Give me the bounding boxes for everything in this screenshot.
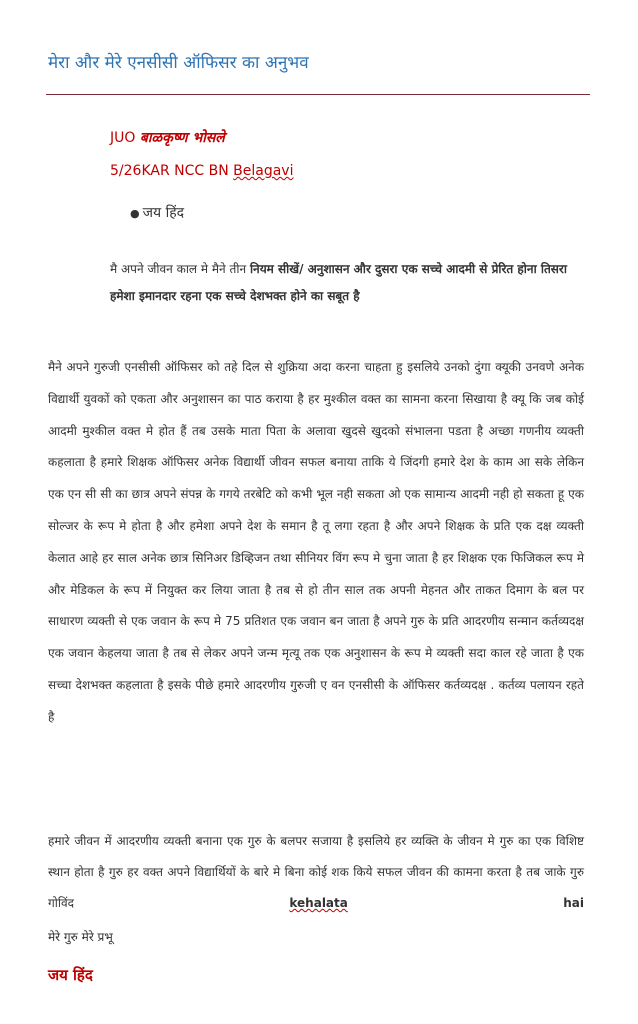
bullet-dot-icon: ● [130, 207, 140, 220]
paragraph-end-word: hai [563, 896, 584, 910]
unit-place: Belagavi [233, 163, 294, 179]
intro-plain-text: मै अपने जीवन काल मे मैने तीन [110, 262, 250, 276]
title-divider [46, 94, 590, 95]
author-rank: JUO [110, 130, 140, 146]
intro-paragraph [110, 256, 580, 310]
bullet-item [130, 203, 184, 222]
misspelled-word: kehalata [289, 896, 348, 910]
intro-bold-text: नियम सीखें/ अनुशासन और दुसरा एक सच्चे आदमी से प्रेरित होना तिसरा हमेशा इमानदार रहना एक सच्चे देशभक्त होने का सबूत है [110, 262, 567, 303]
body-paragraph-2 [48, 826, 584, 919]
document-title: मेरा और मेरे एनसीसी ऑफिसर का अनुभव [48, 53, 309, 73]
bullet-text: जय हिंद [142, 205, 185, 221]
author-name: बाळकृष्ण भोसले [139, 130, 225, 146]
body-paragraph-1: मैने अपने गुरुजी एनसीसी ऑफिसर को तहे दिल से शुक्रिया अदा करना चाहता हु इसलिये उनको दुंगा क्यूकी उनवणे अनेक विद्यार्थी युवकों को एकता और अनुशासन का पाठ कराया है हर मुश्कील वक्त का सामना करना सिखाया है क्यू कि जब कोई आदमी मुश्कील वक्त मे होत हैं तब उसके माता पिता के अलावा खुदसे खुदको संभालना पडता है अच्छा गणनीय व्यक्ती कहलाता है हमारे शिक्षक ऑफिसर अनेक विद्यार्थी जीवन सफल बनाया ताकि ये जिंदगी हमारे देश के काम आ सके लेकिन एक एन सी सी का छात्र अपने संपन्न के गगये तरबेटि को कभी भूल नही सकता ओ एक सामान्य आदमी नही हो सकता हू एक सोल्जर के रूप मे होता है और हमेशा अपने देश के समान है तू लगा रहता है और अपने शिक्षक के प्रति एक दक्ष व्यक्ती केलात आहे हर साल अनेक छात्र सिनिअर डिव्हिजन तथा सीनियर विंग रूप मे चुना जाता है हर शिक्षक एक फिजिकल रूप मे और मेडिकल के रूप में नियुक्त कर लिया जाता है तब से हो तीन साल तक अपनी मेहनत और ताकत दिमाग के बल पर साधारण व्यक्ती से एक जवान के रूप मे 75 प्रतिशत एक जवान बन जाता है अपने गुरु के प्रति आदरणीय सन्मान कर्तव्यदक्ष एक जवान केहलया जाता है तब से लेकर अपने जन्म मृत्यू तक एक अनुशासन के रूप मे व्यक्ती सदा काल रहे जाता है एक सच्चा देशभक्त कहलाता है इसके पीछे हमारे आदरणीय गुरुजी ए वन एनसीसी के ऑफिसर कर्तव्यदक्ष . कर्तव्य पलायन रहते है [48, 360, 584, 724]
body-paragraph-2-text: हमारे जीवन में आदरणीय व्यक्ती बनाना एक गुरु के बलपर सजाया है इसलिये हर व्यक्ति के जीवन मे गुरु का एक विशिष्ट स्थान होता है गुरु हर वक्त अपने विद्यार्थियों के बारे मे बिना कोई शक किये सफल जीवन की कामना करता है तब जाके गुरु गोविंद [48, 834, 584, 910]
closing-line: मेरे गुरु मेरे प्रभू [48, 930, 113, 944]
author-line [110, 128, 225, 147]
unit-line [110, 163, 293, 179]
sign-off: जय हिंद [48, 966, 93, 984]
unit-designation: 5/26KAR NCC BN [110, 163, 234, 179]
